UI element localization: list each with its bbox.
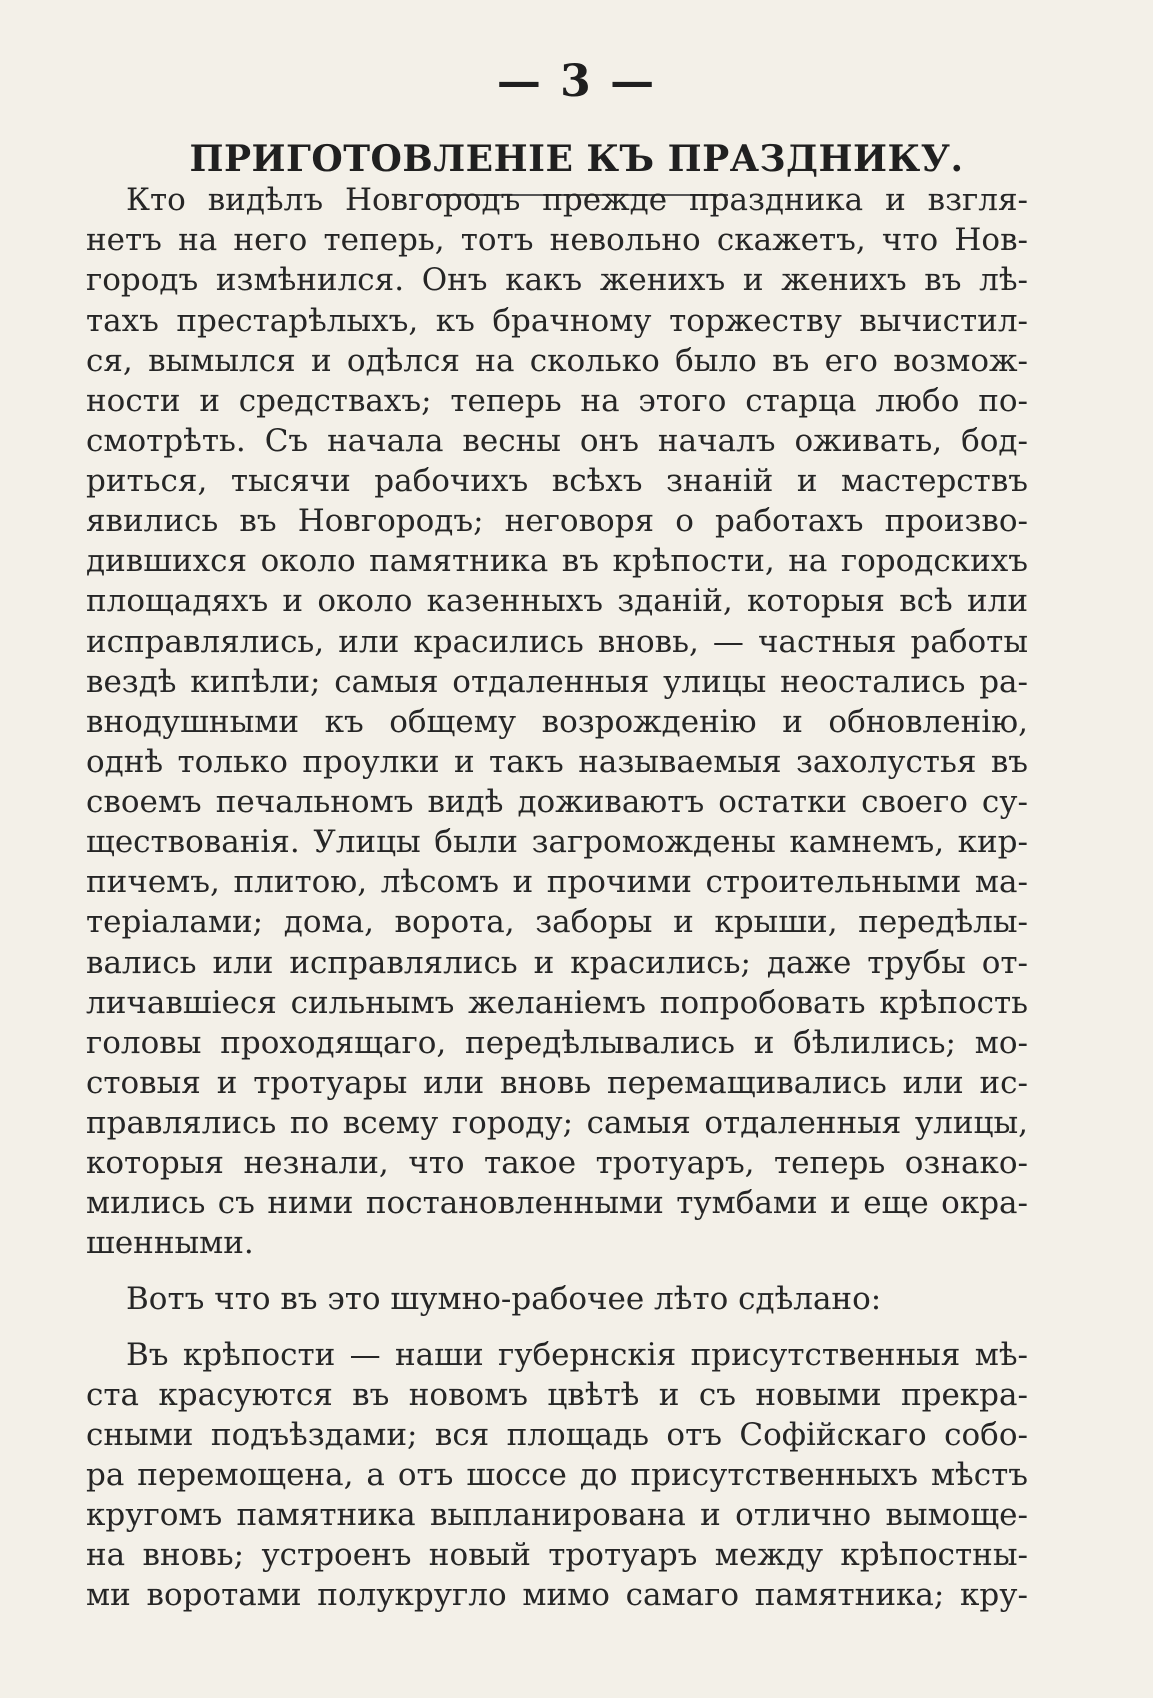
- text-line: пичемъ, плитою, лѣсомъ и прочими строительными ма-: [86, 864, 1028, 900]
- text-line: вездѣ кипѣли; самыя отдаленныя улицы неостались ра-: [86, 664, 1028, 700]
- text-line: головы проходящаго, передѣлывались и бѣлились; мо-: [86, 1025, 1028, 1061]
- text-line: внодушными къ общему возрожденію и обновленію,: [86, 704, 1028, 740]
- text-line: однѣ только проулки и такъ называемыя захолустья въ: [86, 744, 1028, 780]
- text-line: сными подъѣздами; вся площадь отъ Софійскаго собо-: [86, 1417, 1028, 1453]
- text-line: тахъ престарѣлыхъ, къ брачному торжеству вычистил-: [86, 303, 1028, 339]
- text-line: ми воротами полукругло мимо самаго памятника; кру-: [86, 1577, 1028, 1613]
- text-line: ра перемощена, а отъ шоссе до присутственныхъ мѣстъ: [86, 1457, 1028, 1493]
- text-line: стовыя и тротуары или вновь перемащивались или ис-: [86, 1065, 1028, 1101]
- text-line: риться, тысячи рабочихъ всѣхъ знаній и мастерствъ: [86, 463, 1028, 499]
- text-line: ности и средствахъ; теперь на этого старца любо по-: [86, 383, 1028, 419]
- text-line: площадяхъ и около казенныхъ зданій, которыя всѣ или: [86, 583, 1028, 619]
- text-line: Кто видѣлъ Новгородъ прежде праздника и взгля-: [126, 182, 1028, 218]
- chapter-heading: ПРИГОТОВЛЕНІЕ КЪ ПРАЗДНИКУ.: [189, 138, 964, 180]
- text-line: дившихся около памятника въ крѣпости, на городскихъ: [86, 543, 1028, 579]
- text-line: личавшіеся сильнымъ желаніемъ попробовать крѣпость: [86, 985, 1028, 1021]
- text-line: исправлялись, или красились вновь, — частныя работы: [86, 624, 1028, 660]
- text-line: ся, вымылся и одѣлся на сколько было въ его возмож-: [86, 343, 1028, 379]
- text-line: мились съ ними постановленными тумбами и еще окра-: [86, 1185, 1028, 1221]
- text-line: теріалами; дома, ворота, заборы и крыши, передѣлы-: [86, 904, 1028, 940]
- text-line: ществованія. Улицы были загромождены камнемъ, кир-: [86, 824, 1028, 860]
- text-line: Вотъ что въ это шумно-рабочее лѣто сдѣлано:: [126, 1281, 882, 1317]
- text-line: смотрѣть. Съ начала весны онъ началъ оживать, бод-: [86, 423, 1028, 459]
- text-line: ста красуются въ новомъ цвѣтѣ и съ новыми прекра-: [86, 1377, 1028, 1413]
- text-line: на вновь; устроенъ новый тротуаръ между крѣпостны-: [86, 1537, 1028, 1573]
- text-line: которыя незнали, что такое тротуаръ, теперь ознако-: [86, 1145, 1028, 1181]
- text-line: явились въ Новгородъ; неговоря о работахъ произво-: [86, 503, 1028, 539]
- text-line: шенными.: [86, 1225, 254, 1261]
- text-line: вались или исправлялись и красились; даже трубы от-: [86, 945, 1028, 981]
- text-line: городъ измѣнился. Онъ какъ женихъ и женихъ въ лѣ-: [86, 262, 1028, 298]
- text-line: кругомъ памятника выпланирована и отлично вымоще-: [86, 1497, 1028, 1533]
- page-number: — 3 —: [496, 56, 657, 107]
- text-line: нетъ на него теперь, тотъ невольно скажетъ, что Нов-: [86, 222, 1028, 258]
- text-line: своемъ печальномъ видѣ доживаютъ остатки своего су-: [86, 784, 1028, 820]
- text-line: Въ крѣпости — наши губернскія присутственныя мѣ-: [126, 1337, 1028, 1373]
- text-line: правлялись по всему городу; самыя отдаленныя улицы,: [86, 1105, 1028, 1141]
